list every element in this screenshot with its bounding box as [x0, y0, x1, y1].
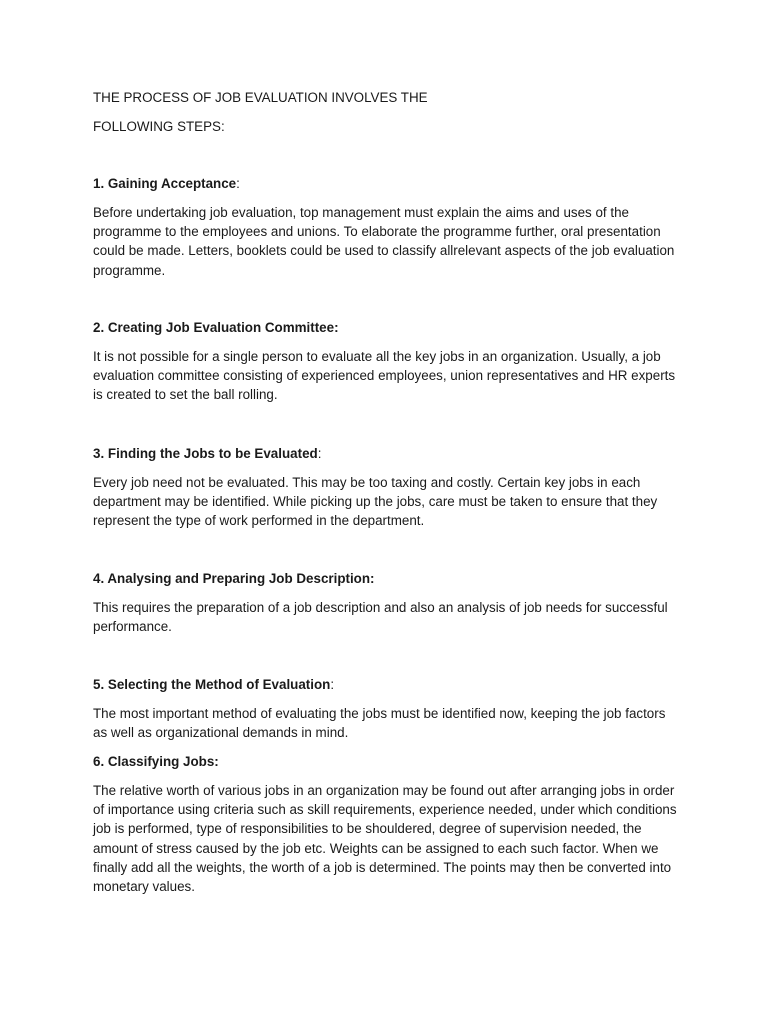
title-line-2: FOLLOWING STEPS: [93, 119, 225, 134]
section-3-heading-suffix: : [317, 446, 322, 461]
section-4-body: This requires the preparation of a job description and also an analysis of job needs for successful performance. [93, 600, 668, 635]
section-6-heading [93, 752, 219, 771]
section-5-heading-suffix: : [330, 677, 335, 692]
section-5-heading [93, 675, 334, 694]
section-5-heading-bold: 5. Selecting the Method of Evaluation [93, 677, 331, 692]
section-2-heading [93, 318, 339, 337]
section-3-heading-bold: 3. Finding the Jobs to be Evaluated [93, 446, 318, 461]
section-1-heading [93, 174, 240, 193]
section-1-body: Before undertaking job evaluation, top management must explain the aims and uses of the programme to the employees and unions. To elaborate the programme further, oral presentation could be made. Letters, booklets could be used to classify allrelevant aspects of the job evaluation programme. [93, 205, 675, 278]
section-4-heading-bold: 4. Analysing and Preparing Job Description: [93, 571, 375, 586]
section-5-body: The most important method of evaluating the jobs must be identified now, keeping the job factors as well as organizational demands in mind. [93, 706, 666, 741]
section-6-body: The relative worth of various jobs in an organization may be found out after arranging jobs in order of importance using criteria such as skill requirements, experience needed, under which conditions job is performed, type of responsibilities to be shouldered, degree of supervision needed, the amount of stress caused by the job etc. Weights can be assigned to each such factor. When we finally add all the weights, the worth of a job is determined. The points may then be converted into monetary values. [93, 783, 677, 895]
section-2-heading-bold: 2. Creating Job Evaluation Committee: [93, 320, 339, 335]
title-line-1: THE PROCESS OF JOB EVALUATION INVOLVES THE [93, 90, 428, 105]
section-1-heading-bold: 1. Gaining Acceptance [93, 176, 237, 191]
section-3-heading [93, 444, 321, 463]
section-2-body: It is not possible for a single person to evaluate all the key jobs in an organization. Usually, a job evaluation committee consisting of experienced employees, union representatives and HR experts is created to set the ball rolling. [93, 349, 676, 403]
section-3-body: Every job need not be evaluated. This may be too taxing and costly. Certain key jobs in each department may be identified. While picking up the jobs, care must be taken to ensure that they represent the type of work performed in the department. [93, 475, 658, 529]
section-1-heading-suffix: : [236, 176, 240, 191]
section-6-heading-bold: 6. Classifying Jobs: [93, 754, 219, 769]
section-4-heading [93, 569, 375, 588]
